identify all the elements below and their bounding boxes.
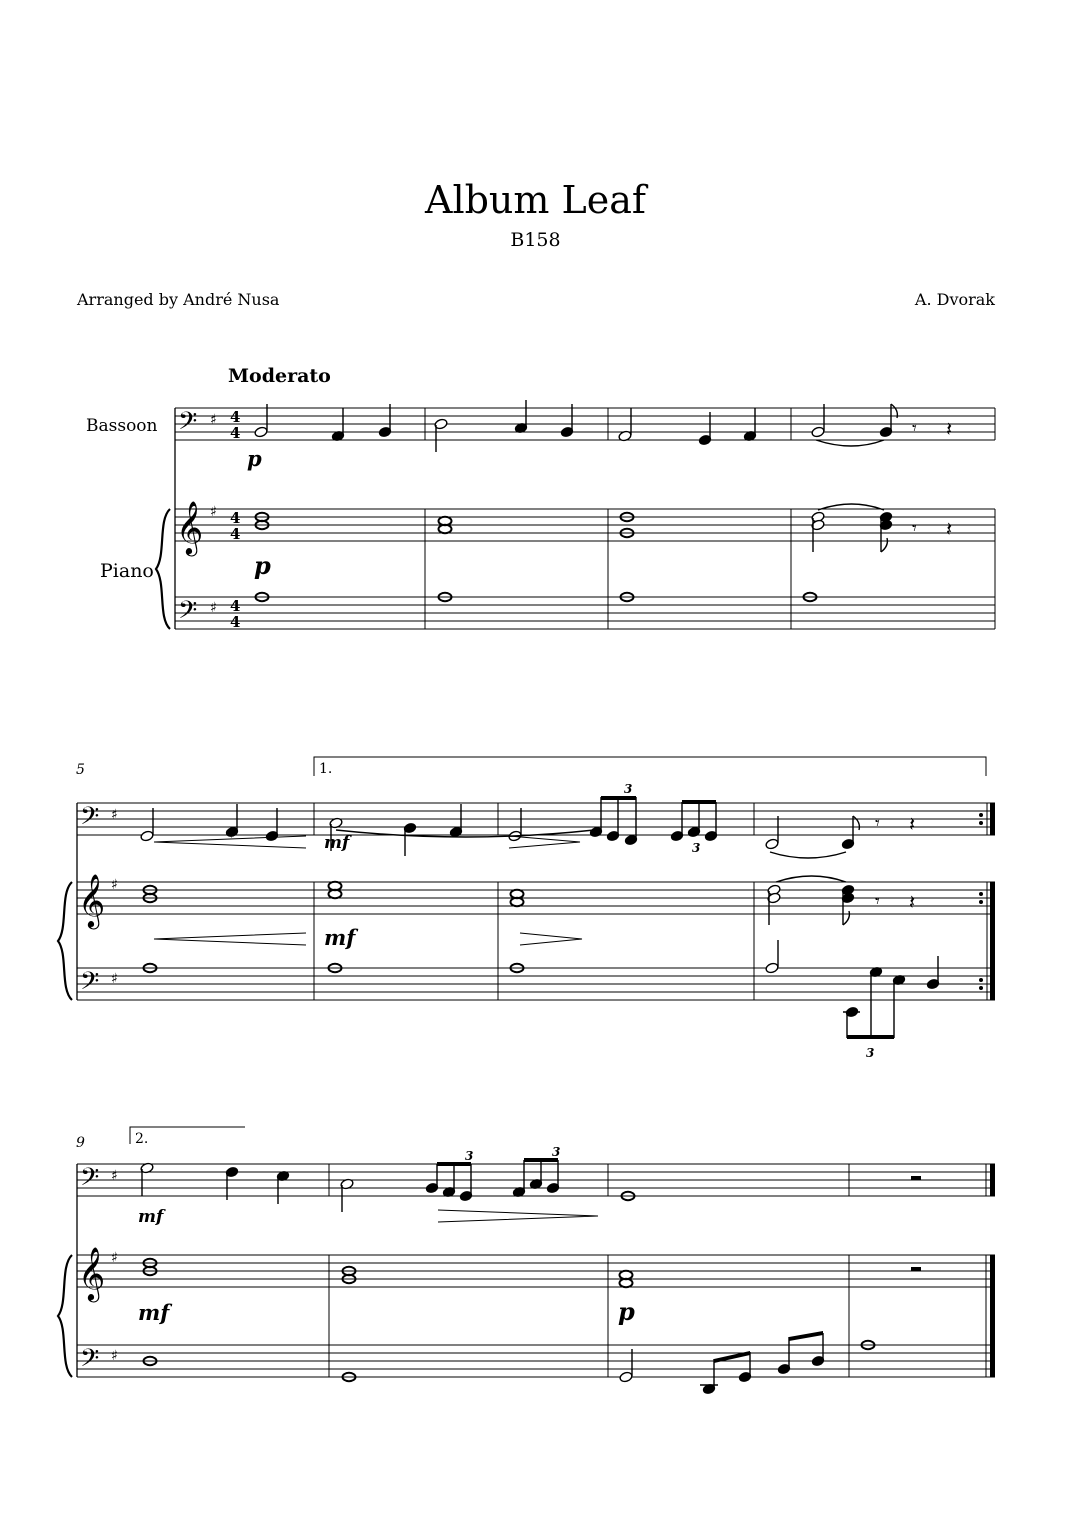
time-sig-bottom: 4 — [230, 613, 241, 631]
composer-credit: A. Dvorak — [914, 290, 995, 309]
treble-clef-icon: 𝄞 — [78, 873, 106, 927]
time-sig-top: 4 — [230, 408, 241, 426]
quarter-rest-icon: 𝄽 — [946, 517, 953, 541]
score-title: Album Leaf — [425, 178, 646, 222]
dynamic-p: p — [254, 551, 271, 580]
barlines-2 — [314, 803, 987, 1000]
treble-clef-icon: 𝄞 — [78, 1246, 106, 1300]
dynamic-mf: mf — [138, 1300, 170, 1325]
piano-bass-notes-3b — [619, 1333, 825, 1395]
bass-clef-icon: 𝄢 — [178, 407, 198, 442]
system-2 — [58, 757, 995, 1060]
piano-bass-notes-2b — [765, 940, 940, 1038]
beam — [847, 1035, 894, 1039]
beam — [789, 1331, 823, 1341]
tie — [336, 830, 594, 837]
piano-treble-notes-2 — [144, 882, 524, 906]
system-1 — [86, 365, 995, 631]
tempo-marking: Moderato — [228, 365, 331, 387]
bass-clef-icon: 𝄢 — [80, 802, 100, 837]
bassoon-staff-1 — [175, 408, 995, 440]
arranger-credit: Arranged by André Nusa — [77, 290, 280, 309]
tuplet-number: 3 — [624, 782, 633, 796]
piano-brace — [58, 882, 72, 1000]
sharp-accidental-icon: ♯ — [229, 826, 236, 842]
eighth-rest-icon: 𝄾 — [912, 518, 917, 539]
tie — [770, 852, 846, 858]
decrescendo-hairpin — [438, 1210, 598, 1222]
tuplet-number: 3 — [866, 1046, 875, 1060]
score-subtitle: B158 — [510, 229, 561, 251]
key-sharp-icon: ♯ — [111, 1168, 118, 1184]
piano-bass-staff-3 — [77, 1345, 995, 1377]
key-sharp-icon: ♯ — [210, 600, 217, 616]
bass-clef-icon: 𝄢 — [80, 1163, 100, 1198]
piano-treble-staff-3 — [77, 1255, 995, 1287]
beam — [601, 796, 636, 800]
time-sig-top: 4 — [230, 509, 241, 527]
quarter-rest-icon: 𝄽 — [946, 417, 953, 441]
quarter-rest-icon: 𝄽 — [909, 890, 916, 914]
whole-rest-icon — [911, 1176, 921, 1180]
dynamic-p: p — [618, 1297, 635, 1326]
bassoon-notes-3 — [140, 1160, 560, 1212]
decrescendo-hairpin — [520, 933, 582, 945]
time-sig-bottom: 4 — [230, 424, 241, 442]
dynamic-mf: mf — [324, 925, 356, 950]
tuplet-number: 3 — [692, 841, 701, 855]
final-barline — [990, 1164, 995, 1377]
piano-treble-staff-2 — [77, 882, 995, 914]
key-sharp-icon: ♯ — [111, 1250, 118, 1266]
key-sharp-icon: ♯ — [210, 412, 217, 428]
crescendo-hairpin — [154, 933, 306, 945]
piano-brace — [156, 509, 170, 629]
time-sig-top: 4 — [230, 597, 241, 615]
piano-bass-staff-1 — [175, 597, 995, 629]
bass-clef-icon: 𝄢 — [80, 1344, 100, 1379]
bass-clef-icon: 𝄢 — [178, 596, 198, 631]
key-sharp-icon: ♯ — [111, 1348, 118, 1364]
eighth-rest-icon: 𝄾 — [912, 418, 917, 439]
first-ending-bracket — [314, 757, 986, 776]
piano-bass-staff-2 — [77, 968, 995, 1000]
tie — [816, 440, 884, 446]
piano-brace — [58, 1255, 72, 1377]
measure-number: 9 — [76, 1135, 85, 1151]
tuplet-number: 3 — [465, 1149, 474, 1163]
system-3 — [58, 1127, 995, 1395]
quarter-rest-icon: 𝄽 — [909, 812, 916, 836]
instrument-label-piano: Piano — [100, 560, 154, 582]
tuplet-number: 3 — [552, 1145, 561, 1159]
time-sig-bottom: 4 — [230, 525, 241, 543]
measure-number: 5 — [76, 762, 85, 778]
bass-clef-icon: 𝄢 — [80, 967, 100, 1002]
eighth-rest-icon: 𝄾 — [875, 813, 880, 834]
key-sharp-icon: ♯ — [210, 504, 217, 520]
second-ending-label: 2. — [135, 1131, 149, 1147]
key-sharp-icon: ♯ — [111, 807, 118, 823]
first-ending-label: 1. — [319, 761, 333, 777]
key-sharp-icon: ♯ — [111, 971, 118, 987]
beam — [682, 800, 716, 804]
eighth-rest-icon: 𝄾 — [875, 891, 880, 912]
bassoon-staff-2 — [77, 803, 995, 835]
piano-treble-staff-1 — [175, 509, 995, 541]
treble-clef-icon: 𝄞 — [176, 500, 204, 554]
key-sharp-icon: ♯ — [111, 877, 118, 893]
whole-rest-icon — [911, 1267, 921, 1271]
piano-treble-notes-2b — [767, 876, 855, 925]
dynamic-mf: mf — [324, 833, 350, 853]
piano-treble-notes-1b — [811, 504, 893, 552]
dynamic-mf: mf — [138, 1207, 164, 1227]
instrument-label-bassoon: Bassoon — [86, 416, 158, 436]
dynamic-p: p — [247, 446, 262, 471]
